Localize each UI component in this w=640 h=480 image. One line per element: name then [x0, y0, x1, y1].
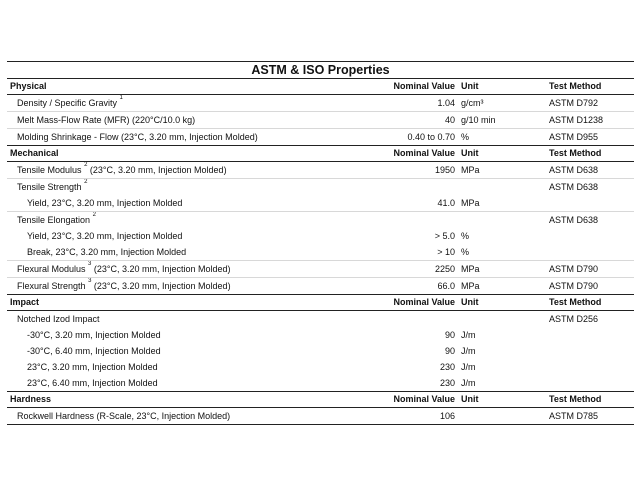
- properties-table: [7, 79, 634, 425]
- property-label: Yield, 23°C, 3.20 mm, Injection Molded: [7, 195, 375, 212]
- unit: J/m: [461, 346, 476, 356]
- test-method: [549, 327, 634, 343]
- unit: MPa: [458, 278, 549, 295]
- section-header-hardness: [7, 392, 634, 408]
- nominal-value: 90: [444, 330, 455, 340]
- section-header-impact: [7, 295, 634, 311]
- nominal-value: 0.40 to 0.70: [375, 129, 458, 146]
- test-method: ASTM D955: [549, 129, 634, 146]
- nominal-value-header: Nominal Value: [375, 392, 458, 408]
- footnote-marker: 3: [88, 261, 92, 267]
- unit-header: Unit: [458, 146, 549, 162]
- test-method: ASTM D790: [549, 278, 634, 295]
- nominal-value: 1950: [375, 162, 458, 179]
- table-row: [7, 162, 634, 179]
- nominal-value: 41.0: [375, 195, 458, 212]
- unit: %: [458, 244, 549, 261]
- table-row: [7, 112, 634, 129]
- nominal-value: 1.04: [375, 95, 458, 112]
- unit: J/m: [461, 362, 476, 372]
- nominal-value: [375, 179, 458, 196]
- property-label: Flexural Strength $^3$ (23°C, 3.20 mm, Injection Molded): [7, 278, 375, 295]
- test-method: ASTM D638: [549, 182, 599, 192]
- test-method: [549, 195, 634, 212]
- nominal-value: 90: [444, 346, 455, 356]
- table-row: [7, 261, 634, 278]
- unit: J/m: [458, 375, 549, 392]
- test-method: [549, 375, 634, 392]
- table-row: [7, 95, 634, 112]
- nominal-value: > 10: [375, 244, 458, 261]
- unit: [458, 408, 549, 425]
- footnote-marker: 3: [88, 278, 92, 284]
- table-row: [7, 359, 634, 375]
- property-label: 23°C, 3.20 mm, Injection Molded: [27, 362, 158, 372]
- nominal-value: 40: [375, 112, 458, 129]
- section-name: Mechanical: [7, 146, 375, 162]
- test-method: [549, 343, 634, 359]
- table-row: [7, 278, 634, 295]
- test-method: ASTM D638: [549, 162, 634, 179]
- unit: [458, 179, 549, 196]
- property-label: Molding Shrinkage - Flow (23°C, 3.20 mm, Injection Molded): [7, 129, 375, 146]
- property-label: Break, 23°C, 3.20 mm, Injection Molded: [7, 244, 375, 261]
- property-label: Notched Izod Impact: [17, 314, 100, 324]
- property-label: Tensile Modulus $^2$ (23°C, 3.20 mm, Injection Molded): [7, 162, 375, 179]
- table-row: [7, 195, 634, 212]
- property-label: Tensile Elongation $^2$: [17, 212, 96, 225]
- test-method-header: Test Method: [549, 392, 634, 408]
- footnote-marker: 1: [119, 95, 123, 101]
- section-name: Impact: [7, 295, 375, 311]
- property-label: Rockwell Hardness (R-Scale, 23°C, Injection Molded): [7, 408, 375, 425]
- section-name: Physical: [7, 79, 375, 95]
- table-row: [7, 212, 634, 229]
- unit-header: Unit: [458, 295, 549, 311]
- table-row: [7, 129, 634, 146]
- property-label: Flexural Modulus $^3$ (23°C, 3.20 mm, Injection Molded): [7, 261, 375, 278]
- test-method: ASTM D256: [549, 314, 599, 324]
- unit: %: [458, 129, 549, 146]
- test-method-header: Test Method: [549, 295, 634, 311]
- nominal-value: 66.0: [375, 278, 458, 295]
- unit: MPa: [458, 261, 549, 278]
- test-method: ASTM D785: [549, 408, 634, 425]
- test-method: [549, 228, 634, 244]
- nominal-value: 2250: [375, 261, 458, 278]
- nominal-value: 230: [375, 375, 458, 392]
- table-row: [7, 375, 634, 392]
- nominal-value-header: Nominal Value: [375, 146, 458, 162]
- nominal-value: [375, 212, 458, 229]
- table-row: [7, 179, 634, 196]
- unit: MPa: [458, 195, 549, 212]
- test-method: [549, 244, 634, 261]
- test-method: [549, 359, 634, 375]
- footnote-marker: 2: [92, 212, 96, 218]
- test-method-header: Test Method: [549, 79, 634, 95]
- test-method: ASTM D790: [549, 261, 634, 278]
- property-label: 23°C, 6.40 mm, Injection Molded: [7, 375, 375, 392]
- table-row: [7, 343, 634, 359]
- properties-sheet: [7, 61, 634, 425]
- footnote-marker: 2: [84, 179, 88, 185]
- test-method-header: Test Method: [549, 146, 634, 162]
- property-label: -30°C, 3.20 mm, Injection Molded: [27, 330, 161, 340]
- unit: [458, 212, 549, 229]
- property-label: -30°C, 6.40 mm, Injection Molded: [27, 346, 161, 356]
- nominal-value-header: Nominal Value: [375, 295, 458, 311]
- test-method: ASTM D792: [549, 95, 634, 112]
- unit: g/cm³: [458, 95, 549, 112]
- table-title: ASTM & ISO Properties: [7, 61, 634, 79]
- unit: MPa: [458, 162, 549, 179]
- table-row: [7, 228, 634, 244]
- unit: %: [461, 231, 470, 241]
- nominal-value: 230: [439, 362, 455, 372]
- section-name: Hardness: [7, 392, 375, 408]
- nominal-value: > 5.0: [434, 231, 455, 241]
- table-row: [7, 311, 634, 328]
- section-header-mechanical: [7, 146, 634, 162]
- footnote-marker: 2: [84, 162, 88, 168]
- test-method: ASTM D638: [549, 215, 599, 225]
- property-label: Density / Specific Gravity $^1$: [7, 95, 375, 112]
- test-method: ASTM D1238: [549, 112, 634, 129]
- unit: [458, 311, 549, 328]
- table-row: [7, 244, 634, 261]
- nominal-value: [375, 311, 458, 328]
- nominal-value: 106: [375, 408, 458, 425]
- section-header-physical: [7, 79, 634, 95]
- table-row: [7, 408, 634, 425]
- unit: J/m: [461, 330, 476, 340]
- table-row: [7, 327, 634, 343]
- unit-header: Unit: [458, 392, 549, 408]
- property-label: Melt Mass-Flow Rate (MFR) (220°C/10.0 kg): [7, 112, 375, 129]
- unit: g/10 min: [458, 112, 549, 129]
- unit-header: Unit: [458, 79, 549, 95]
- property-label: Yield, 23°C, 3.20 mm, Injection Molded: [27, 231, 183, 241]
- property-label: Tensile Strength $^2$: [17, 179, 88, 192]
- nominal-value-header: Nominal Value: [375, 79, 458, 95]
